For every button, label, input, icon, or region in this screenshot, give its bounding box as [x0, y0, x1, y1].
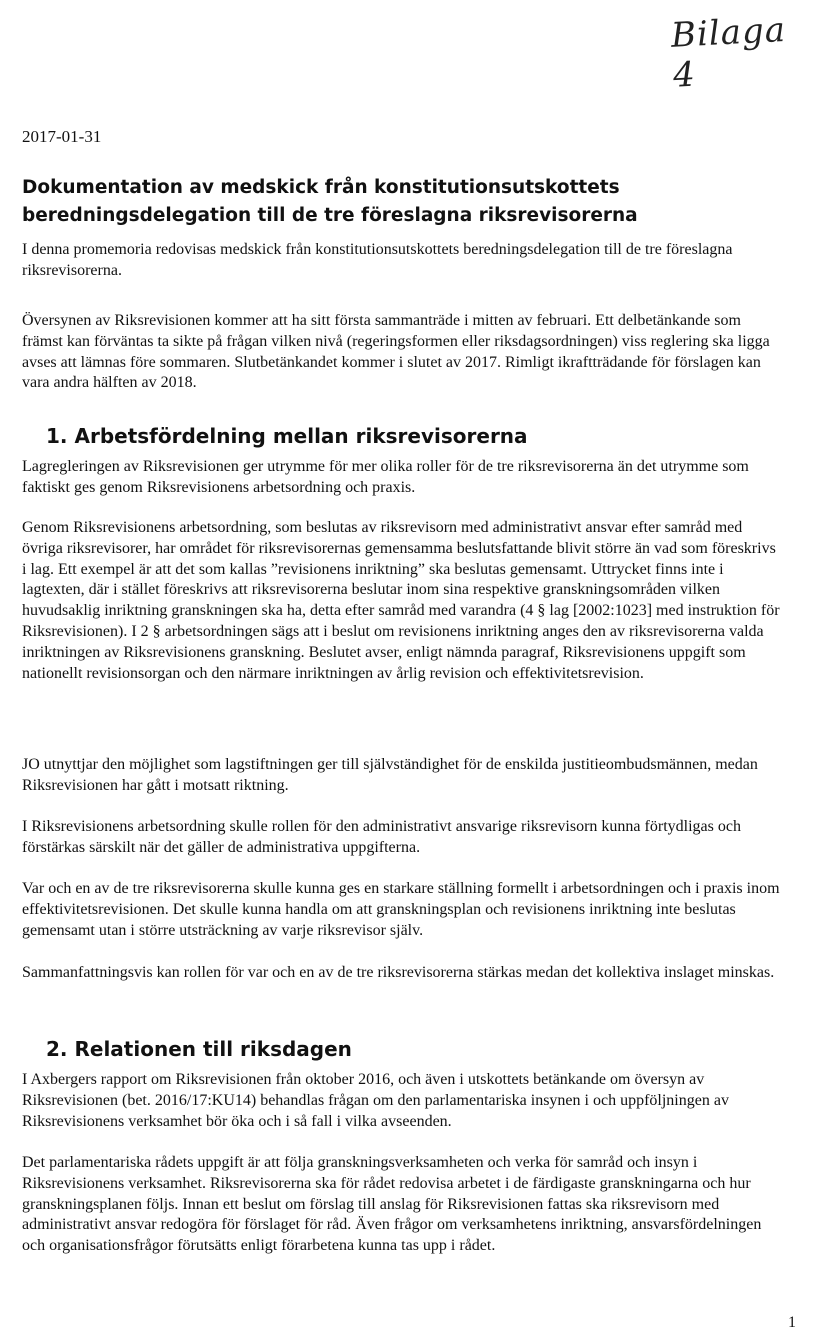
document-date: 2017-01-31 [22, 127, 102, 146]
section-2-heading: 2. Relationen till riksdagen [46, 1037, 352, 1061]
section-1-paragraph-3: JO utnyttjar den möjlighet som lagstiftningen ger till självständighet för de enskilda justitieombudsmännen, medan Riksrevisionen har gått i motsatt riktning. [22, 756, 758, 794]
section-1-paragraph-1: Lagregleringen av Riksrevisionen ger utrymme för mer olika roller för de tre riksrevisorerna än det utrymme som faktiskt ges genom Riksrevisionens arbetsordning och praxis. [22, 458, 749, 496]
section-2-paragraph-1: I Axbergers rapport om Riksrevisionen från oktober 2016, och även i utskottets betänkande om översyn av Riksrevisionen (bet. 2016/17:KU14) behandlas frågan om den parlamentariska insynen i och uppföljningen av Riksrevisionens verksamhet bör öka och i så fall i vilka avseenden. [22, 1071, 729, 1130]
section-1-heading: 1. Arbetsfördelning mellan riksrevisorerna [46, 424, 528, 448]
section-1-paragraph-2: Genom Riksrevisionens arbetsordning, som beslutas av riksrevisorn med administrativt ansvar efter samråd med övriga riksrevisorer, har området för riksrevisorernas gemensamma beslutsfattande blivit större än vad som föreskrivs i lag. Ett exempel är att det som kallas ”revisionens inriktning” ska beslutas gemensamt. Uttrycket finns inte i lagtexten, där i stället föreskrivs att riksrevisorerna beslutar inom sina respektive granskningsområden vilken huvudsaklig inriktning granskningen ska ha, detta efter samråd med varandra (4 § lag [2002:1023] med instruktion för Riksrevisionen). I 2 § arbetsordningen sägs att i beslut om revisionens inriktning anges den av riksrevisorerna valda inriktningen av Riksrevisionens granskning. Beslutet avser, enligt nämnda paragraf, Riksrevisionens uppgift som nationellt revisionsorgan och den närmare inriktningen av årlig revision och effektivitetsrevision. [22, 519, 780, 682]
section-1-paragraph-6: Sammanfattningsvis kan rollen för var och en av de tre riksrevisorerna stärkas medan det kollektiva inslaget minskas. [22, 964, 775, 981]
handwritten-annotation: Bilaga 4 [670, 9, 787, 96]
intro-paragraph-1: I denna promemoria redovisas medskick från konstitutionsutskottets beredningsdelegation till de tre föreslagna riksrevisorerna. [22, 241, 733, 279]
section-1-paragraph-5: Var och en av de tre riksrevisorerna skulle kunna ges en starkare ställning formellt i arbetsordningen och i praxis inom effektivitetsrevisionen. Det skulle kunna handla om att granskningsplan och revisionens inriktning inte beslutas gemensamt utan i större utsträckning av varje riksrevisor själv. [22, 880, 780, 939]
intro-paragraph-2: Översynen av Riksrevisionen kommer att ha sitt första sammanträde i mitten av februari. Ett delbetänkande som främst kan förväntas ta sikte på frågan vilken nivå (regeringsformen eller riksdagsordningen) viss reglering ska ligga avses att lämnas före sommaren. Slutbetänkandet kommer i slutet av 2017. Rimligt ikraftträdande för förslagen kan vara andra hälften av 2018. [22, 312, 770, 392]
page-number: 1 [788, 1314, 796, 1331]
document-title: Dokumentation av medskick från konstitutionsutskottets beredningsdelegation till de tre föreslagna riksrevisorerna [22, 177, 638, 226]
section-1-paragraph-4: I Riksrevisionens arbetsordning skulle rollen för den administrativt ansvarige riksrevisorn kunna förtydligas och förstärkas särskilt när det gäller de administrativa uppgifterna. [22, 818, 741, 856]
section-2-paragraph-2: Det parlamentariska rådets uppgift är att följa granskningsverksamheten och verka för samråd och insyn i Riksrevisionens verksamhet. Riksrevisorerna ska för rådet redovisa arbetet i de färdigaste granskningarna och hur granskningsplanen följs. Innan ett beslut om förslag till anslag för Riksrevisionen fattas ska riksrevisorn med administrativt ansvar redogöra för förslaget för råd. Även frågor om verksamhetens inriktning, ansvarsfördelningen och organisationsfrågor förutsätts enligt förarbetena kunna tas upp i rådet. [22, 1154, 762, 1255]
